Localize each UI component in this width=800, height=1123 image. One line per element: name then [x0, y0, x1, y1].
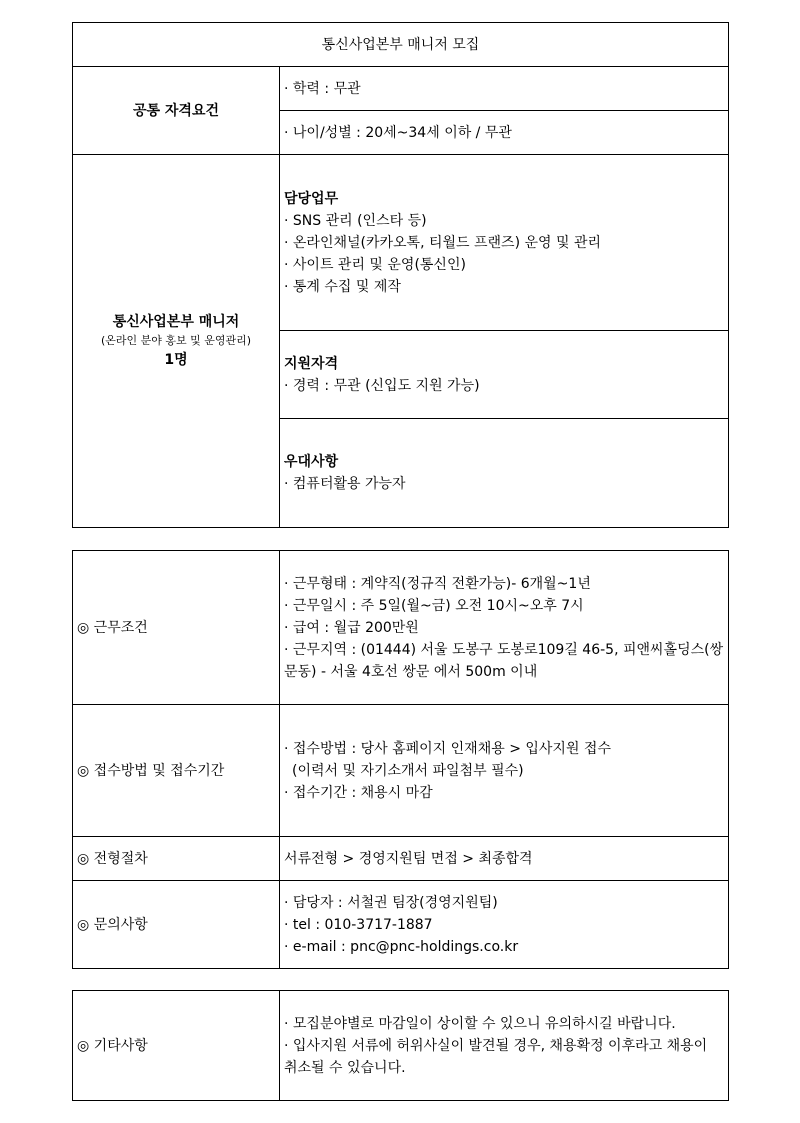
- duties-heading: 담당업무: [284, 190, 339, 207]
- education-requirement: · 학력 : 무관: [280, 67, 729, 111]
- age-gender-requirement: · 나이/성별 : 20세~34세 이하 / 무관: [280, 111, 729, 155]
- position-count: 1명: [164, 352, 188, 368]
- qualification-item: · 경력 : 무관 (신입도 지원 가능): [284, 377, 480, 394]
- duty-item: · 통계 수집 및 제작: [284, 278, 401, 295]
- contact-email: · e-mail : pnc@pnc-holdings.co.kr: [284, 938, 519, 955]
- work-conditions-cell: [280, 551, 729, 705]
- etc-cell: [280, 991, 729, 1101]
- contact-cell: [280, 881, 729, 969]
- application-cell: [280, 705, 729, 837]
- position-name: 통신사업본부 매니저: [112, 314, 240, 330]
- preference-item: · 컴퓨터활용 가능자: [284, 476, 406, 492]
- etc-label: ◎ 기타사항: [73, 991, 280, 1101]
- qualification-heading: 지원자격: [284, 355, 339, 372]
- application-item: (이력서 및 자기소개서 파일첨부 필수): [292, 762, 524, 779]
- duty-item: · 사이트 관리 및 운영(통신인): [284, 256, 466, 273]
- application-label: ◎ 접수방법 및 접수기간: [73, 705, 280, 837]
- work-item: · 근무지역 : (01444) 서울 도봉구 도봉로109길 46-5, 피앤씨홀딩스(쌍문동) - 서울 4호선 쌍문 에서 500m 이내: [284, 641, 724, 680]
- etc-item: · 모집분야별로 마감일이 상이할 수 있으니 유의하시길 바랍니다.: [284, 1015, 676, 1032]
- recruitment-table: [72, 22, 729, 528]
- duties-cell: [280, 155, 729, 331]
- conditions-table: [72, 550, 729, 969]
- application-item: · 접수기간 : 채용시 마감: [284, 784, 433, 801]
- position-cell: [73, 155, 280, 528]
- application-item: · 접수방법 : 당사 홈페이지 인재채용 > 입사지원 접수: [284, 740, 611, 757]
- preference-cell: [280, 419, 729, 528]
- qualification-cell: [280, 331, 729, 419]
- etc-item: · 입사지원 서류에 허위사실이 발견될 경우, 채용확정 이후라고 채용이 취소될 수 있습니다.: [284, 1037, 708, 1076]
- duty-item: · 온라인채널(카카오톡, 티월드 프랜즈) 운영 및 관리: [284, 234, 602, 251]
- work-item: · 근무일시 : 주 5일(월~금) 오전 10시~오후 7시: [284, 597, 584, 614]
- process-label: ◎ 전형절차: [73, 837, 280, 881]
- common-requirements-label: 공통 자격요건: [73, 67, 280, 155]
- contact-phone: · tel : 010-3717-1887: [284, 916, 433, 933]
- work-item: · 급여 : 월급 200만원: [284, 619, 419, 636]
- work-item: · 근무형태 : 계약직(정규직 전환가능)- 6개월~1년: [284, 575, 591, 592]
- process-value: 서류전형 > 경영지원팀 면접 > 최종합격: [280, 837, 729, 881]
- work-conditions-label: ◎ 근무조건: [73, 551, 280, 705]
- contact-person: · 담당자 : 서철권 팀장(경영지원팀): [284, 894, 498, 911]
- duty-item: · SNS 관리 (인스타 등): [284, 212, 427, 229]
- position-description: (온라인 분야 홍보 및 운영관리): [100, 334, 252, 347]
- notes-table: [72, 990, 729, 1101]
- preference-heading: 우대사항: [284, 454, 339, 470]
- table-title: 통신사업본부 매니저 모집: [73, 23, 729, 67]
- contact-label: ◎ 문의사항: [73, 881, 280, 969]
